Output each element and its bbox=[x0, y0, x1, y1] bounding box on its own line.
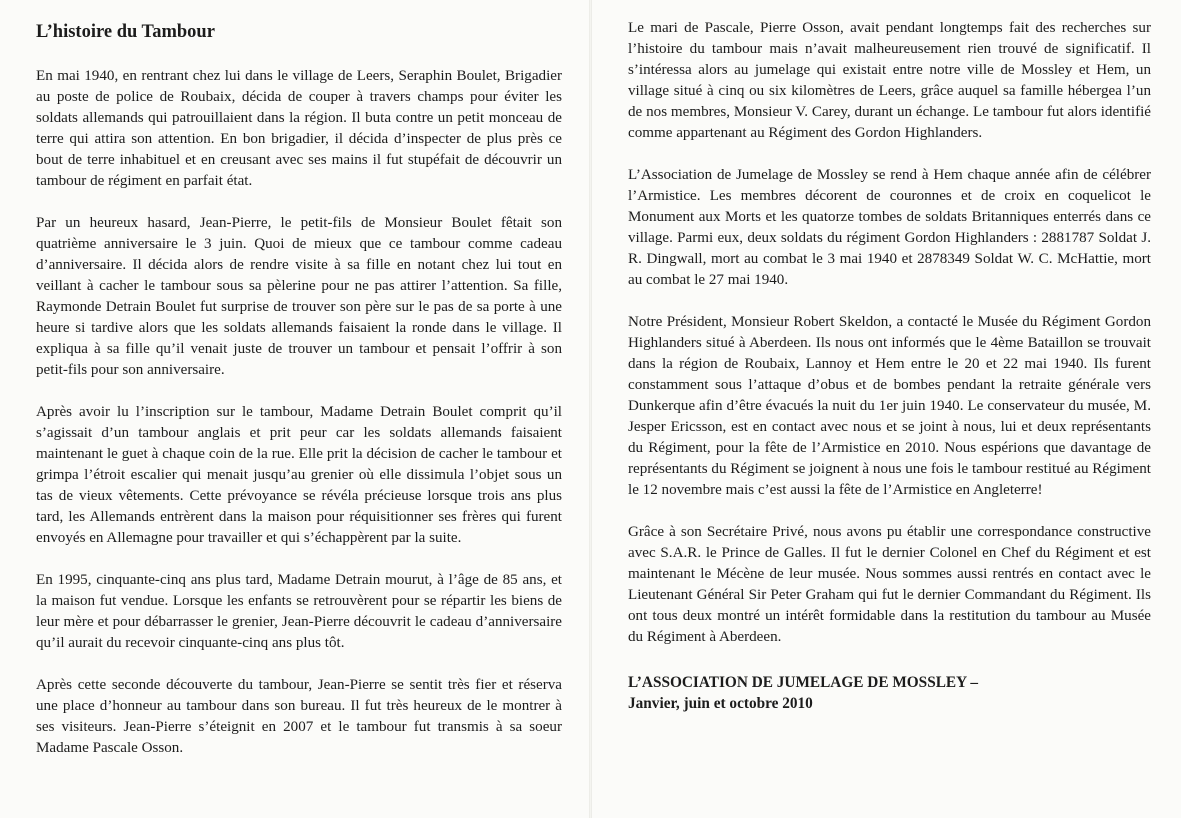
paragraph: Notre Président, Monsieur Robert Skeldon, a contacté le Musée du Régiment Gordon Highlanders situé à Aberdeen. Ils nous ont informés que le 4ème Bataillon se trouvait dans la région de Roubaix, Lannoy et Hem entre le 20 et 22 mai 1940. Ils furent constamment sous l’attaque d’obus et de bombes pendant la retraite générale vers Dunkerque afin d’être évacués la nuit du 1er juin 1940. Le conservateur du musée, M. Jesper Ericsson, est en contact avec nous et se joint à nous, lui et deux représentants du Régiment, pour la fête de l’Armistice en 2010. Nous espérions que davantage de représentants du Régiment se joignent à nous une fois le tambour restitué au Régiment le 12 novembre mais c’est aussi la fête de l’Armistice en Angleterre! bbox=[628, 314, 1151, 498]
signature-block bbox=[628, 672, 1151, 714]
paragraph: Par un heureux hasard, Jean-Pierre, le petit-fils de Monsieur Boulet fêtait son quatrième anniversaire le 3 juin. Quoi de mieux que ce tambour comme cadeau d’anniversaire. Il décida alors de rendre visite à sa fille en notant chez lui tout en veillant à cacher le tambour sous sa pèlerine pour ne pas attirer l’attention. Sa fille, Raymonde Detrain Boulet fut surprise de trouver son père sur le pas de sa porte à une heure si tardive alors que les soldats allemands faisaient la ronde dans le village. Il expliqua à sa fille qu’il venait juste de trouver un tambour et pensait l’offrir à son petit-fils pour son anniversaire. bbox=[36, 215, 562, 378]
signature-organization: L’ASSOCIATION DE JUMELAGE DE MOSSLEY – bbox=[628, 674, 979, 691]
paragraph: En 1995, cinquante-cinq ans plus tard, Madame Detrain mourut, à l’âge de 85 ans, et la maison fut vendue. Lorsque les enfants se retrouvèrent pour se répartir les biens de leur mère et pour débarrasser le grenier, Jean-Pierre découvrit le cadeau d’anniversaire qu’il aurait du recevoir cinquante-cinq ans plus tôt. bbox=[36, 572, 562, 651]
left-page bbox=[0, 0, 590, 818]
paragraph: Après avoir lu l’inscription sur le tambour, Madame Detrain Boulet comprit qu’il s’agissait d’un tambour anglais et prit peur car les soldats allemands faisaient maintenant le guet à chaque coin de la rue. Elle prit la décision de cacher le tambour et grimpa l’étroit escalier qui menait jusqu’au grenier où elle dissimula l’objet sous un tas de vieux vêtements. Cette prévoyance se révéla précieuse lorsque trois ans plus tard, les Allemands entrèrent dans la maison pour réquisitionner ses frères qui furent envoyés en Allemagne pour travailler et qui s’échappèrent par la suite. bbox=[36, 404, 562, 546]
signature-dates: Janvier, juin et octobre 2010 bbox=[628, 695, 813, 712]
right-page bbox=[590, 0, 1181, 818]
article-title: L’histoire du Tambour bbox=[36, 22, 215, 42]
paragraph: En mai 1940, en rentrant chez lui dans le village de Leers, Seraphin Boulet, Brigadier au poste de police de Roubaix, décida de couper à travers champs pour éviter les soldats allemands qui patrouillaient dans la région. Il buta contre un petit monceau de terre qui attira son attention. En bon brigadier, il décida d’inspecter de plus près ce bout de terre inhabituel et en creusant avec ses mains il fut stupéfait de découvrir un tambour de régiment en parfait état. bbox=[36, 68, 562, 189]
paragraph: L’Association de Jumelage de Mossley se rend à Hem chaque année afin de célébrer l’Armistice. Les membres décorent de couronnes et de croix en coquelicot le Monument aux Morts et les quatorze tombes de soldats Britanniques enterrés dans ce village. Parmi eux, deux soldats du régiment Gordon Highlanders : 2881787 Soldat J. R. Dingwall, mort au combat le 3 mai 1940 et 2878349 Soldat W. C. McHattie, mort au combat le 27 mai 1940. bbox=[628, 167, 1151, 288]
paragraph: Après cette seconde découverte du tambour, Jean-Pierre se sentit très fier et réserva une place d’honneur au tambour dans son bureau. Il fut très heureux de le montrer à ses visiteurs. Jean-Pierre s’éteignit en 2007 et le tambour fut transmis à sa soeur Madame Pascale Osson. bbox=[36, 677, 562, 756]
paragraph: Grâce à son Secrétaire Privé, nous avons pu établir une correspondance constructive avec S.A.R. le Prince de Galles. Il fut le dernier Colonel en Chef du Régiment et est maintenant le Mécène de leur musée. Nous sommes aussi rentrés en contact avec le Lieutenant Général Sir Peter Graham qui fut le dernier Commandant du Régiment. Ils ont tous deux montré un intérêt formidable dans la restitution du tambour au Musée du Régiment à Aberdeen. bbox=[628, 524, 1151, 645]
paragraph: Le mari de Pascale, Pierre Osson, avait pendant longtemps fait des recherches sur l’histoire du tambour mais n’avait malheureusement rien trouvé de significatif. Il s’intéressa alors au jumelage qui existait entre notre ville de Mossley et Hem, un village situé à cinq ou six kilomètres de Leers, grâce auquel sa famille hébergea l’un de nos membres, Monsieur V. Carey, durant un échange. Le tambour fut alors identifié comme appartenant au Régiment des Gordon Highlanders. bbox=[628, 20, 1151, 141]
